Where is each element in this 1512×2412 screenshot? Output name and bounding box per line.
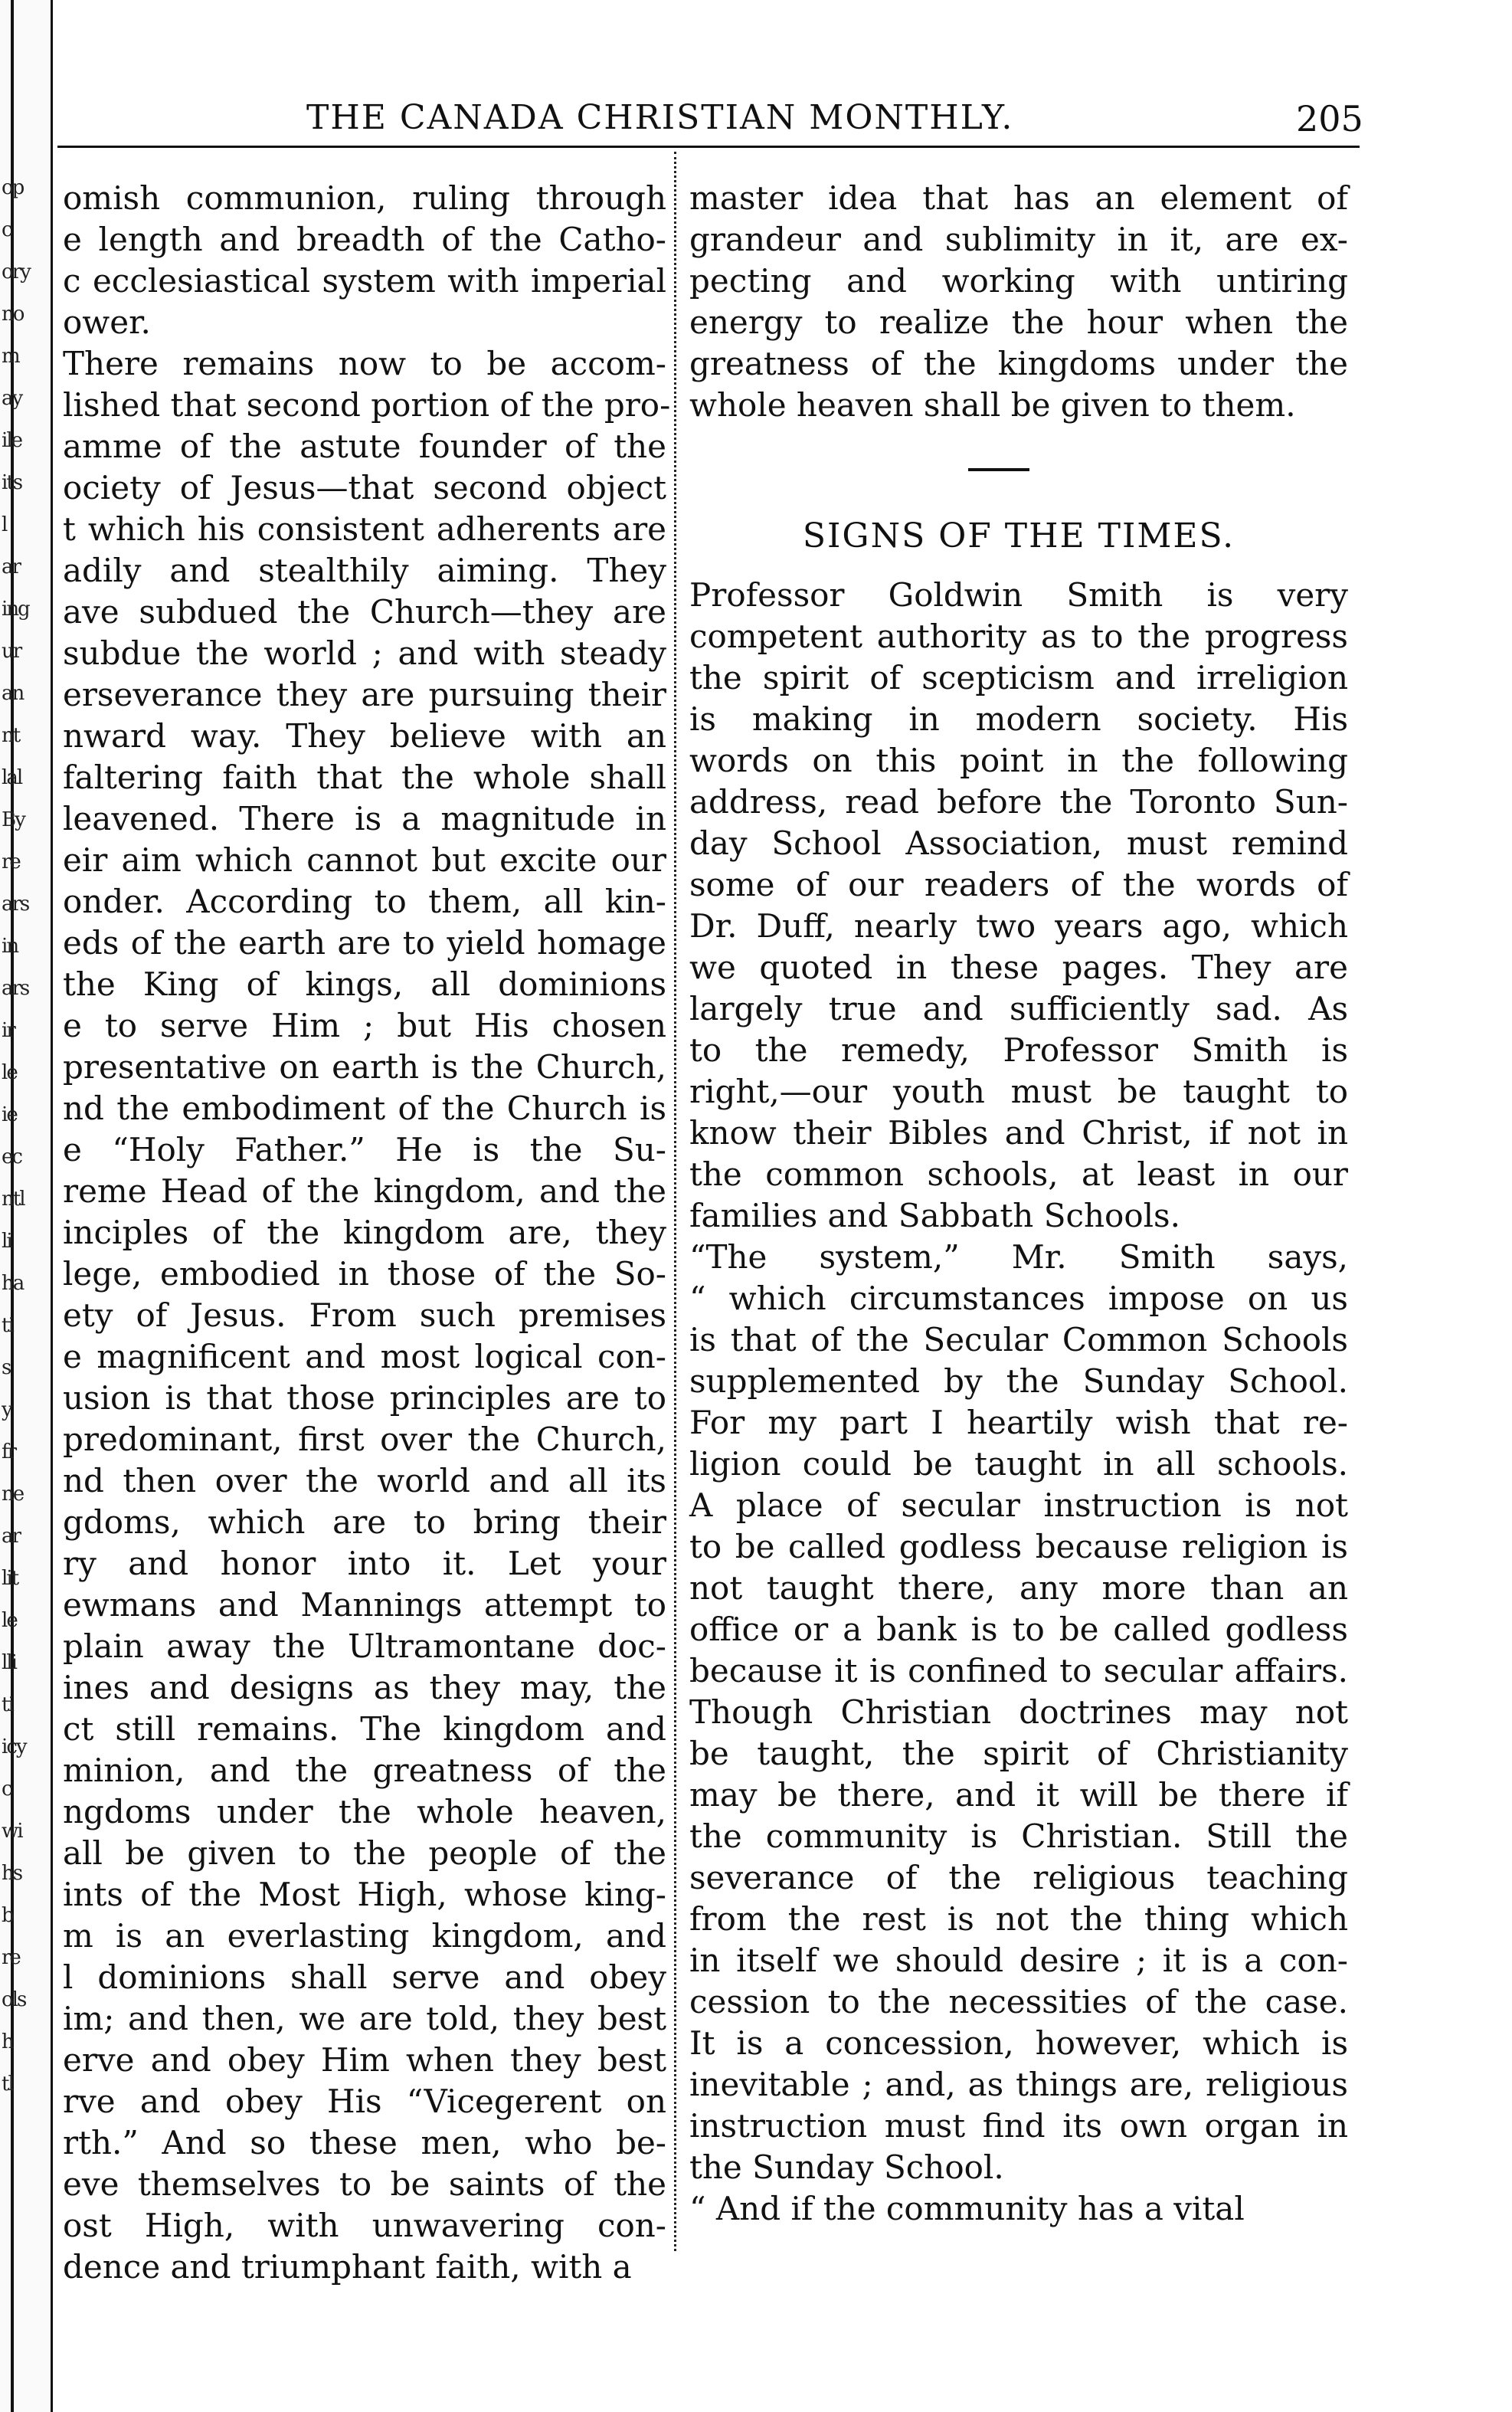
gutter-fragment: nt xyxy=(2,724,20,747)
gutter-fragment: ar xyxy=(2,555,20,578)
gutter-fragment: ec xyxy=(2,1145,21,1168)
text-line: eve themselves to be saints of the xyxy=(63,2165,666,2203)
text-line: office or a bank is to be called godless xyxy=(689,1611,1348,1648)
gutter-fragment: ti xyxy=(2,1314,13,1337)
text-line: There remains now to be accom- xyxy=(63,345,666,382)
text-line: ngdoms under the whole heaven, xyxy=(63,1793,666,1830)
text-line: ost High, with unwavering con- xyxy=(63,2207,666,2244)
gutter-fragment: ars xyxy=(2,977,29,1000)
text-line: may be there, and it will be there if xyxy=(689,1776,1348,1814)
text-line: im; and then, we are told, they best xyxy=(63,2000,666,2037)
text-line: is making in modern society. His xyxy=(689,700,1348,738)
gutter-fragment: wi xyxy=(2,1820,22,1843)
text-line: be taught, the spirit of Christianity xyxy=(689,1735,1348,1772)
text-line: Professor Goldwin Smith is very xyxy=(689,576,1348,614)
gutter-fragment: ay xyxy=(2,387,22,410)
gutter-fragment: an xyxy=(2,682,24,705)
text-line: erve and obey Him when they best xyxy=(63,2041,666,2079)
text-line: e “Holy Father.” He is the Su- xyxy=(63,1131,666,1168)
text-line: adily and stealthily aiming. They xyxy=(63,552,666,589)
gutter-fragment: l xyxy=(2,513,7,536)
text-line: whole heaven shall be given to them. xyxy=(689,386,1296,424)
text-line: “ which circumstances impose on us xyxy=(689,1280,1348,1317)
binding-rule xyxy=(51,0,53,2412)
text-line: some of our readers of the words of xyxy=(689,866,1348,903)
text-line: “The system,” Mr. Smith says, xyxy=(689,1238,1348,1276)
text-line: we quoted in these pages. They are xyxy=(689,949,1348,986)
text-line: in itself we should desire ; it is a con- xyxy=(689,1942,1348,1979)
gutter-fragment: ir xyxy=(2,1019,15,1042)
gutter-fragment: s xyxy=(2,1356,11,1379)
text-line: from the rest is not the thing which xyxy=(689,1900,1348,1938)
gutter-fragment: fr xyxy=(2,1440,16,1463)
right-column xyxy=(689,178,1348,2230)
text-line: supplemented by the Sunday School. xyxy=(689,1362,1348,1400)
text-line: e length and breadth of the Catho- xyxy=(63,221,666,258)
text-line: c ecclesiastical system with imperial xyxy=(63,262,666,300)
gutter-fragment: op xyxy=(2,176,24,199)
text-line: not taught there, any more than an xyxy=(689,1569,1348,1607)
left-column xyxy=(63,178,671,2288)
gutter-fragment: h xyxy=(2,2030,13,2053)
text-line: minion, and the greatness of the xyxy=(63,1752,666,1789)
text-line: severance of the religious teaching xyxy=(689,1859,1348,1896)
text-line: predominant, first over the Church, xyxy=(63,1421,666,1458)
text-line: the King of kings, all dominions xyxy=(63,965,666,1003)
text-line: e magnificent and most logical con- xyxy=(63,1338,666,1375)
text-line: gdoms, which are to bring their xyxy=(63,1503,666,1541)
gutter-fragment: b xyxy=(2,1904,13,1927)
text-line: the community is Christian. Still the xyxy=(689,1817,1348,1855)
gutter-fragment: li xyxy=(2,1230,11,1253)
text-line: Though Christian doctrines may not xyxy=(689,1693,1348,1731)
text-line: the Sunday School. xyxy=(689,2148,1004,2186)
text-line: families and Sabbath Schools. xyxy=(689,1197,1180,1234)
gutter-fragment: c xyxy=(2,1778,11,1801)
gutter-fragment: By xyxy=(2,808,25,831)
text-line: inciples of the kingdom are, they xyxy=(63,1214,666,1251)
text-line: energy to realize the hour when the xyxy=(689,303,1348,341)
gutter-fragment: lit xyxy=(2,1567,18,1590)
text-line: ewmans and Mannings attempt to xyxy=(63,1586,666,1624)
binding-gutter xyxy=(0,0,54,2412)
text-line: ety of Jesus. From such premises xyxy=(63,1296,666,1334)
text-line: faltering faith that the whole shall xyxy=(63,759,666,796)
text-line: t which his consistent adherents are xyxy=(63,510,666,548)
gutter-fragment: ur xyxy=(2,640,21,663)
text-line: leavened. There is a magnitude in xyxy=(63,800,666,837)
text-line: know their Bibles and Christ, if not in xyxy=(689,1114,1348,1152)
text-line: ct still remains. The kingdom and xyxy=(63,1710,666,1748)
text-line: the spirit of scepticism and irreligion xyxy=(689,659,1348,696)
gutter-fragment: no xyxy=(2,303,24,326)
gutter-fragment: ile xyxy=(2,429,22,452)
text-line: reme Head of the kingdom, and the xyxy=(63,1172,666,1210)
gutter-fragment: ars xyxy=(2,893,29,916)
gutter-fragment: re xyxy=(2,850,20,873)
text-line: rth.” And so these men, who be- xyxy=(63,2124,666,2161)
text-line: nd the embodiment of the Church is xyxy=(63,1090,666,1127)
section-title: SIGNS OF THE TIMES. xyxy=(802,516,1235,555)
gutter-fragment: ti xyxy=(2,1693,13,1716)
text-line: plain away the Ultramontane doc- xyxy=(63,1627,666,1665)
text-line: It is a concession, however, which is xyxy=(689,2024,1348,2062)
text-line: greatness of the kingdoms under the xyxy=(689,345,1348,382)
text-line: words on this point in the following xyxy=(689,742,1348,779)
text-line: ints of the Most High, whose king- xyxy=(63,1876,666,1913)
text-line: dence and triumphant faith, with a xyxy=(63,2248,632,2286)
text-line: address, read before the Toronto Sun- xyxy=(689,783,1348,821)
text-line: inevitable ; and, as things are, religious xyxy=(689,2066,1348,2103)
text-line: master idea that has an element of xyxy=(689,179,1348,217)
text-line: erseverance they are pursuing their xyxy=(63,676,666,713)
running-title: THE CANADA CHRISTIAN MONTHLY. xyxy=(306,98,1014,137)
gutter-fragment: ie xyxy=(2,1103,17,1126)
text-line: A place of secular instruction is not xyxy=(689,1486,1348,1524)
text-line: eds of the earth are to yield homage xyxy=(63,924,666,962)
text-line: onder. According to them, all kin- xyxy=(63,883,666,920)
text-line: all be given to the people of the xyxy=(63,1834,666,1872)
gutter-fragment: ha xyxy=(2,1272,24,1295)
gutter-fragment: tl xyxy=(2,2073,13,2096)
text-line: largely true and sufficiently sad. As xyxy=(689,990,1348,1027)
text-line: ociety of Jesus—that second object xyxy=(63,469,666,506)
text-line: lished that second portion of the pro- xyxy=(63,386,671,424)
text-line: pecting and working with untiring xyxy=(689,262,1348,300)
gutter-fragment: ing xyxy=(2,598,29,621)
text-line: right,—our youth must be taught to xyxy=(689,1073,1348,1110)
gutter-fragment: le xyxy=(2,1061,17,1084)
text-line: cession to the necessities of the case. xyxy=(689,1983,1348,2020)
gutter-fragment: m xyxy=(2,345,19,368)
text-line: grandeur and sublimity in it, are ex- xyxy=(689,221,1348,258)
text-line: ligion could be taught in all schools. xyxy=(689,1445,1348,1483)
gutter-fragment: re xyxy=(2,1946,20,1969)
gutter-fragment: le xyxy=(2,1609,17,1632)
text-line: omish communion, ruling through xyxy=(63,179,666,217)
text-line: day School Association, must remind xyxy=(689,824,1348,862)
text-line: For my part I heartily wish that re- xyxy=(689,1404,1348,1441)
text-line: to be called godless because religion is xyxy=(689,1528,1348,1565)
text-line: presentative on earth is the Church, xyxy=(63,1048,666,1086)
gutter-fragment: ar xyxy=(2,1525,20,1548)
gutter-fragment: y xyxy=(2,1398,11,1421)
text-line: nd then over the world and all its xyxy=(63,1462,666,1499)
text-line: ave subdued the Church—they are xyxy=(63,593,666,631)
gutter-fragment: ols xyxy=(2,1988,26,2011)
text-line: to the remedy, Professor Smith is xyxy=(689,1031,1348,1069)
text-line: eir aim which cannot but excite our xyxy=(63,841,666,879)
gutter-fragment: hs xyxy=(2,1862,22,1885)
text-line: ines and designs as they may, the xyxy=(63,1669,666,1706)
text-line: the common schools, at least in our xyxy=(689,1155,1348,1193)
gutter-fragment: lli xyxy=(2,1651,16,1674)
page-number: 205 xyxy=(1296,98,1363,139)
text-line: ry and honor into it. Let your xyxy=(63,1545,666,1582)
text-line: rve and obey His “Vicegerent on xyxy=(63,2083,666,2120)
text-line: competent authority as to the progress xyxy=(689,618,1348,655)
column-divider xyxy=(674,152,678,2251)
text-line: l dominions shall serve and obey xyxy=(63,1958,666,1996)
text-line: ower. xyxy=(63,303,151,341)
gutter-fragment: in xyxy=(2,935,18,958)
text-line: subdue the world ; and with steady xyxy=(63,634,666,672)
text-line: instruction must find its own organ in xyxy=(689,2107,1348,2145)
header-rule xyxy=(57,146,1360,148)
text-line: lege, embodied in those of the So- xyxy=(63,1255,666,1293)
gutter-fragment: icy xyxy=(2,1735,26,1758)
gutter-fragment: its xyxy=(2,471,22,494)
section-separator xyxy=(968,468,1029,471)
text-line: e to serve Him ; but His chosen xyxy=(63,1007,666,1044)
text-line: is that of the Secular Common Schools xyxy=(689,1321,1348,1358)
text-line: amme of the astute founder of the xyxy=(63,428,666,465)
gutter-fragment: ory xyxy=(2,261,30,283)
text-line: m is an everlasting kingdom, and xyxy=(63,1917,666,1955)
text-line: usion is that those principles are to xyxy=(63,1379,666,1417)
text-line: “ And if the community has a vital xyxy=(689,2190,1245,2227)
gutter-fragment: c xyxy=(2,218,11,241)
text-line: because it is confined to secular affairs. xyxy=(689,1652,1348,1689)
text-line: nward way. They believe with an xyxy=(63,717,666,755)
gutter-fragment: lal xyxy=(2,766,22,789)
gutter-fragment: ne xyxy=(2,1483,24,1506)
text-line: Dr. Duff, nearly two years ago, which xyxy=(689,907,1348,945)
gutter-fragment: ntl xyxy=(2,1188,25,1211)
